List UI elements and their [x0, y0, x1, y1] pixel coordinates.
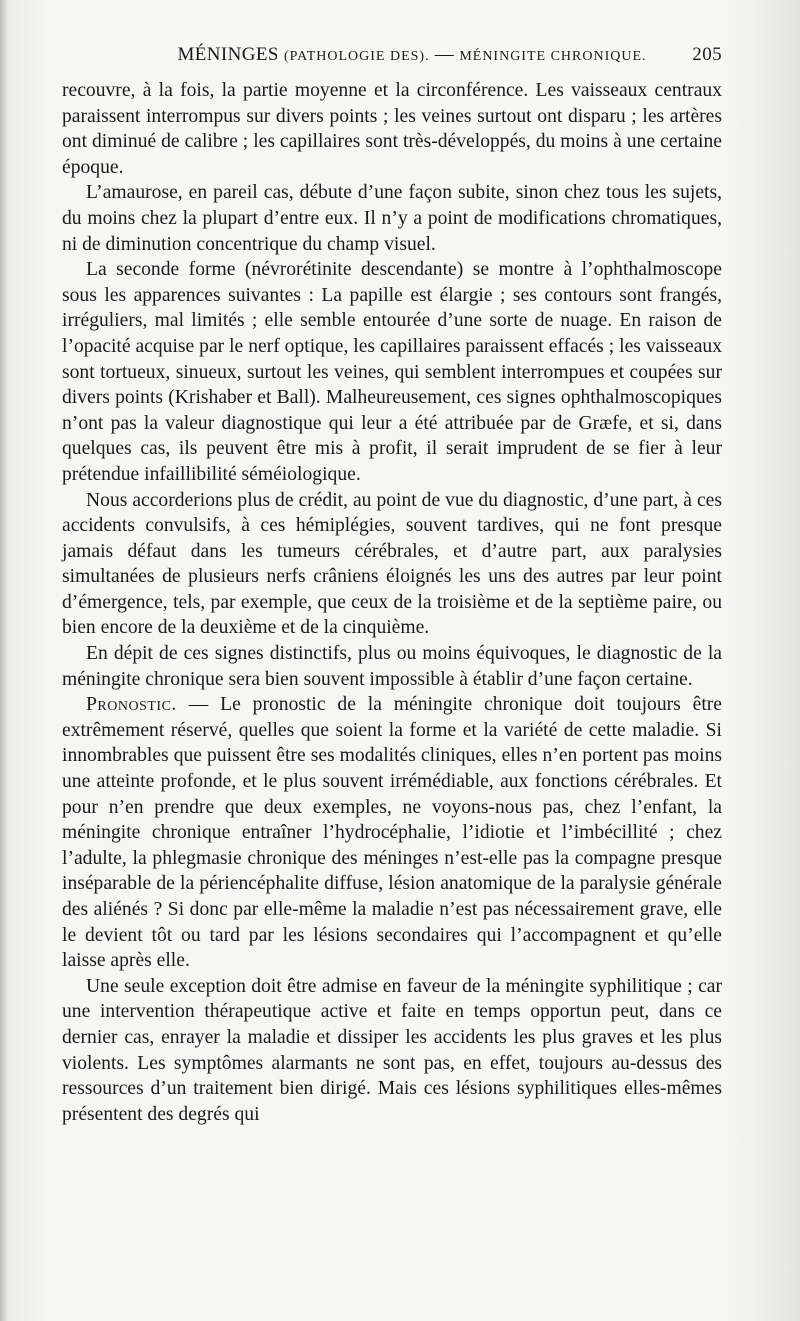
running-title-section: MÉNINGITE CHRONIQUE. — [459, 49, 647, 64]
paragraph-2: L’amaurose, en pareil cas, débute d’une façon subite, sinon chez tous les sujets, du moins chez la plupart d’entre eux. Il n’y a point de modifications chromatiques, ni de diminution concentrique du champ visuel. — [62, 182, 722, 255]
page-number: 205 — [692, 44, 722, 65]
paragraph-4: Nous accorderions plus de crédit, au point de vue du diagnostic, d’une part, à ces accidents convulsifs, à ces hémiplégies, souvent tardives, qui ne font presque jamais défaut dans les tumeurs cérébrales, et d’autre part, aux paralysies simultanées de plusieurs nerfs crâniens éloignés les uns des autres par leur point d’émergence, tels, par exemple, que ceux de la troisième et de la septième paire, ou bien encore de la deuxième et de la cinquième. — [62, 489, 722, 639]
paragraph-7: Une seule exception doit être admise en faveur de la méningite syphilitique ; car une intervention thérapeutique active et faite en temps opportun peut, dans ce dernier cas, enrayer la maladie et dissiper les accidents les plus graves et les plus violents. Les symptômes alarmants ne sont pas, en effet, toujours au-dessus des ressources d’un traitement bien dirigé. Mais ces lésions syphilitiques elles-mêmes présentent des degrés qui — [62, 975, 722, 1125]
running-title-separator: — — [434, 44, 455, 65]
paragraph-1: recouvre, à la fois, la partie moyenne et la circonférence. Les vaisseaux centraux paraissent interrompus sur divers points ; les veines surtout ont disparu ; les artères ont diminué de calibre ; les capillaires sont très-développés, du moins à une certaine époque. — [62, 80, 722, 178]
paragraph-6-text: — Le pronostic de la méningite chronique doit toujours être extrêmement réservé, quelles que soient la forme et la variété de cette maladie. Si innombrables que puissent être ses modalités cliniques, elles n’en portent pas moins une atteinte profonde, et le plus souvent irrémédiable, aux fonctions cérébrales. Et pour n’en prendre que deux exemples, ne voyons-nous pas, chez l’enfant, la méningite chronique entraîner l’hydrocéphalie, l’idiotie et l’imbécillité ; chez l’adulte, la phlegmasie chronique des méninges n’est-elle pas la compagne presque inséparable de la périencéphalite diffuse, lésion anatomique de la paralysie générale des aliénés ? Si donc par elle-même la maladie n’est pas nécessairement grave, elle le devient tôt ou tard par les lésions secondaires qui l’accompagnent et qu’elle laisse après elle. — [62, 694, 722, 972]
running-title — [137, 44, 646, 66]
section-lead-pronostic: Pronostic. — [86, 694, 177, 716]
paragraph-5: En dépit de ces signes distinctifs, plus ou moins équivoques, le diagnostic de la méningite chronique sera bien souvent impossible à établir d’une façon certaine. — [62, 643, 722, 690]
running-head — [62, 44, 722, 74]
page-edge-shadow — [0, 0, 8, 1321]
paragraph-6 — [62, 692, 722, 974]
running-title-main: MÉNINGES — [177, 44, 279, 65]
running-title-sub: (PATHOLOGIE DES). — [284, 49, 430, 64]
body-text — [62, 78, 722, 1127]
paragraph-3: La seconde forme (névrorétinite descendante) se montre à l’ophthalmoscope sous les apparences suivantes : La papille est élargie ; ses contours sont frangés, irréguliers, mal limités ; elle semble entourée d’une sorte de nuage. En raison de l’opacité acquise par le nerf optique, les capillaires paraissent effacés ; les vaisseaux sont tortueux, sinueux, surtout les veines, qui semblent interrompues et coupées sur divers points (Krishaber et Ball). Malheureusement, ces signes ophthalmoscopiques n’ont pas la valeur diagnostique qui leur a été attribuée par de Græfe, et si, dans quelques cas, ils peuvent être mis à profit, il serait imprudent de se fier à leur prétendue infaillibilité séméiologique. — [62, 259, 722, 485]
